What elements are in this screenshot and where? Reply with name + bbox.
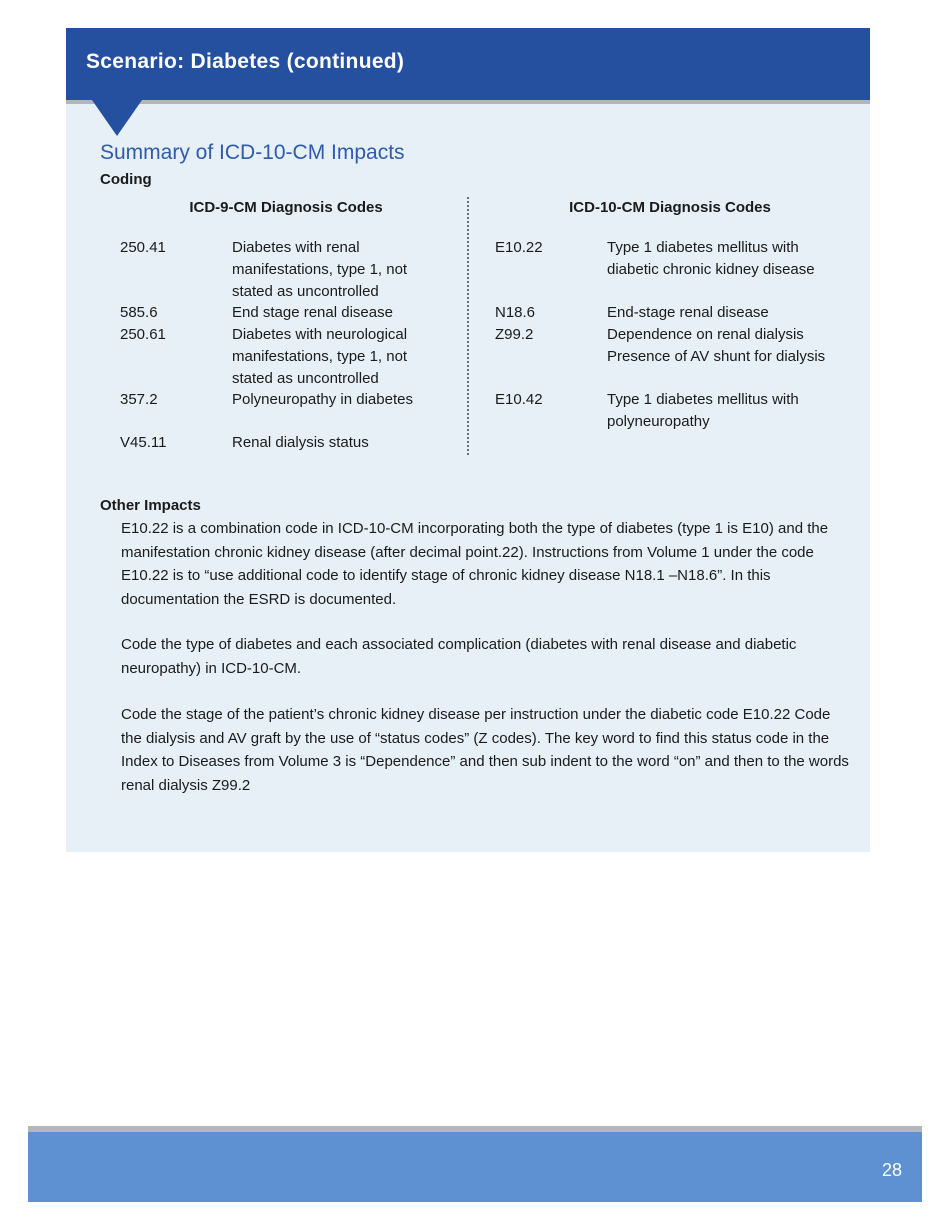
other-impacts-paragraph: Code the stage of the patient’s chronic kidney disease per instruction under the diabetic code E10.22 Code the dialysis and AV graft by the use of “status codes” (Z codes). The key word to find this status code in the Index to Diseases from Volume 3 is “Dependence” and then sub indent to the word “on” and then to the words renal dialysis Z99.2: [121, 706, 849, 794]
other-impacts-paragraph: Code the type of diabetes and each associated complication (diabetes with renal disease and diabetic neuropathy) in ICD-10-CM.: [121, 636, 797, 677]
header-pointer: [92, 100, 142, 136]
icd9-description: Diabetes with renal manifestations, type 1, not stated as uncontrolled: [232, 239, 408, 300]
icd9-code: V45.11: [120, 434, 167, 451]
coding-subtitle: Coding: [100, 171, 152, 188]
icd9-code: 250.41: [120, 239, 166, 256]
icd9-code: 250.61: [120, 326, 166, 343]
section-title: Summary of ICD-10-CM Impacts: [100, 141, 405, 164]
other-impacts-paragraph: E10.22 is a combination code in ICD-10-CM incorporating both the type of diabetes (type 1 is E10) and the manifestation chronic kidney disease (after decimal point.22). Instructions from Volume 1 under the code E10.22 is to “use additional code to identify stage of chronic kidney disease N18.1 –N18.6”. In this documentation the ESRD is documented.: [121, 520, 829, 608]
icd10-description: End-stage renal disease: [607, 304, 769, 321]
icd9-code: 357.2: [120, 391, 158, 408]
icd10-code: E10.22: [495, 239, 543, 256]
icd9-code: 585.6: [120, 304, 158, 321]
header-title: Scenario: Diabetes (continued): [86, 50, 405, 73]
icd10-code: N18.6: [495, 304, 536, 321]
icd9-column-heading: ICD-9-CM Diagnosis Codes: [189, 199, 383, 216]
icd9-description: Diabetes with neurological manifestations, type 1, not stated as uncontrolled: [232, 326, 408, 387]
other-impacts-title: Other Impacts: [100, 497, 201, 514]
icd9-description: Renal dialysis status: [232, 434, 369, 451]
column-divider: [467, 197, 469, 455]
icd10-code: Z99.2: [495, 326, 534, 343]
icd10-column-heading: ICD-10-CM Diagnosis Codes: [569, 199, 771, 216]
icd10-description: Type 1 diabetes mellitus with diabetic chronic kidney disease: [607, 239, 815, 278]
page-number: 28: [881, 1160, 902, 1180]
icd10-description: Type 1 diabetes mellitus with polyneuropathy: [607, 391, 799, 430]
footer-bar: [28, 1132, 922, 1202]
icd10-code: E10.42: [495, 391, 543, 408]
icd9-description: End stage renal disease: [232, 304, 393, 321]
icd9-description: Polyneuropathy in diabetes: [232, 391, 413, 408]
header-rule: [66, 100, 870, 104]
icd10-description: Dependence on renal dialysis Presence of AV shunt for dialysis: [607, 326, 826, 365]
